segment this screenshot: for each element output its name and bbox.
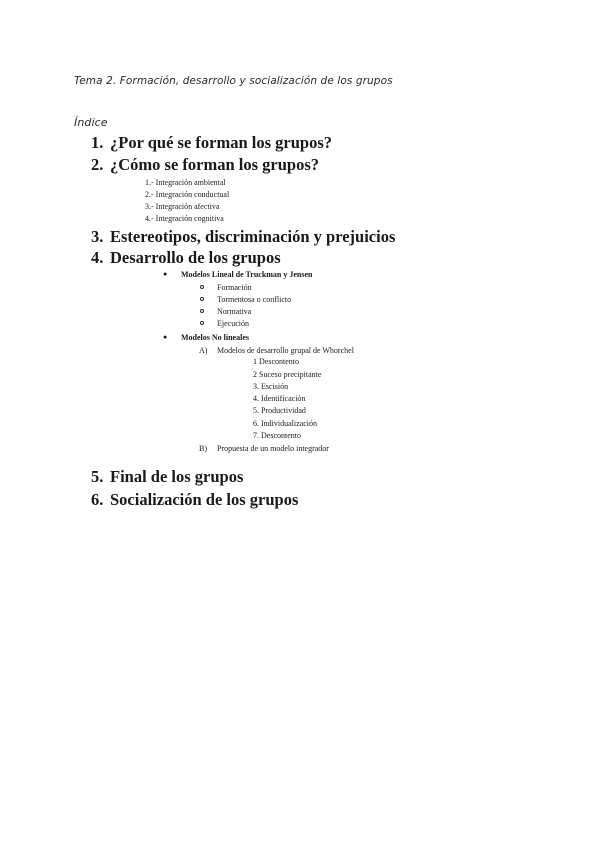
whorchel-stage: 2 Suceso precipitante [253, 370, 322, 379]
whorchel-stage: 3. Escisión [253, 382, 289, 391]
section-label: Final de los grupos [110, 467, 244, 486]
integrative-model-label: Propuesta de un modelo integrador [217, 444, 329, 453]
subitem-integracion-afectiva: 3.- Integración afectiva [145, 202, 220, 211]
section-label: ¿Por qué se forman los grupos? [110, 133, 332, 152]
document-title: Tema 2. Formación, desarrollo y socialización de los grupos [74, 75, 393, 87]
circle-bullet-icon [200, 285, 204, 289]
section-number: 1. [91, 133, 104, 152]
circle-bullet-icon [200, 309, 204, 313]
section-label: Desarrollo de los grupos [110, 248, 281, 267]
section-number: 3. [91, 227, 104, 246]
circle-bullet-icon [200, 321, 204, 325]
nonlinear-model-label: Modelos No lineales [181, 333, 249, 342]
bullet-icon: ● [163, 333, 168, 341]
subitem-integracion-conductual: 2.- Integración conductual [145, 190, 230, 199]
section-4 [91, 248, 281, 268]
linear-stage-ejecucion: Ejecución [217, 319, 249, 328]
section-number: 4. [91, 248, 104, 267]
section-label: Estereotipos, discriminación y prejuicios [110, 227, 396, 246]
linear-stage-tormentosa: Tormentosa o conflicto [217, 295, 292, 304]
section-number: 5. [91, 467, 104, 486]
item-marker-a: A) [199, 346, 208, 355]
index-label: Índice [74, 116, 108, 129]
section-1 [91, 133, 332, 153]
whorchel-stage: 1 Descontento [253, 357, 299, 366]
section-number: 6. [91, 490, 104, 509]
whorchel-model-label: Modelos de desarrollo grupal de Whorchel [217, 346, 354, 355]
subitem-integracion-ambiental: 1.- Integración ambiental [145, 178, 226, 187]
linear-model-label: Modelos Lineal de Truckman y Jensen [181, 270, 313, 279]
linear-stage-normativa: Normativa [217, 307, 252, 316]
section-5 [91, 467, 243, 487]
circle-bullet-icon [200, 297, 204, 301]
section-6 [91, 490, 298, 510]
bullet-icon: ● [163, 270, 168, 278]
whorchel-stage: 7. Descontento [253, 431, 301, 440]
section-label: ¿Cómo se forman los grupos? [110, 155, 319, 174]
whorchel-stage: 6. Individualización [253, 419, 317, 428]
item-marker-b: B) [199, 444, 207, 453]
section-2 [91, 155, 319, 175]
linear-stage-formacion: Formación [217, 283, 252, 292]
section-number: 2. [91, 155, 104, 174]
subitem-integracion-cognitiva: 4.- Integración cognitiva [145, 214, 224, 223]
section-label: Socialización de los grupos [110, 490, 299, 509]
whorchel-stage: 4. Identificación [253, 394, 306, 403]
whorchel-stage: 5. Productividad [253, 406, 306, 415]
section-3 [91, 227, 395, 247]
